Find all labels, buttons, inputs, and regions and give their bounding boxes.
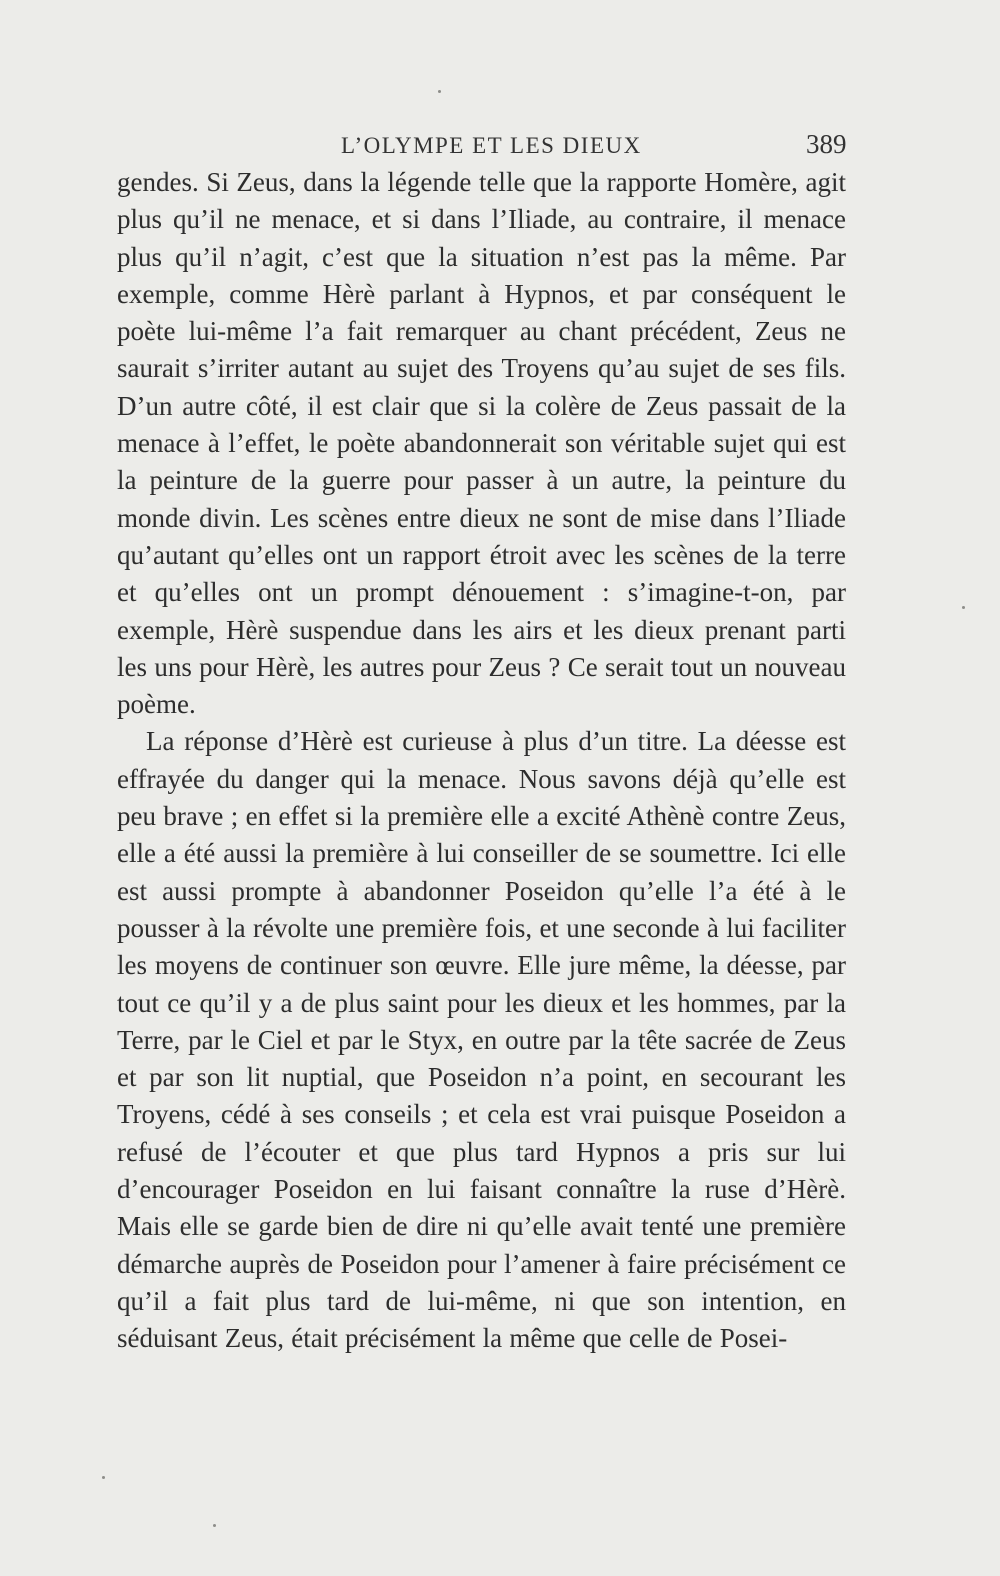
body-text bbox=[117, 164, 846, 1358]
paper-speck bbox=[102, 1476, 105, 1479]
paragraph-2: La réponse d’Hèrè est curieuse à plus d’un titre. La déesse est effrayée du danger qui la menace. Nous savons déjà qu’elle est peu brave ; en effet si la première elle a excité Athènè contre Zeus, elle a été aussi la première à lui conseiller de se soumettre. Ici elle est aussi prompte à abandonner Poseidon qu’elle l’a été à le pousser à la révolte une première fois, et une seconde à lui faciliter les moyens de continuer son œuvre. Elle jure même, la déesse, par tout ce qu’il y a de plus saint pour les dieux et les hommes, par la Terre, par le Ciel et par le Styx, en outre par la tête sacrée de Zeus et par son lit nuptial, que Poseidon n’a point, en secourant les Troyens, cédé à ses conseils ; et cela est vrai puisque Poseidon a refusé de l’écouter et que plus tard Hypnos a pris sur lui d’encourager Poseidon en lui faisant connaître la ruse d’Hèrè. Mais elle se garde bien de dire ni qu’elle avait tenté une première démarche auprès de Poseidon pour l’amener à faire précisément ce qu’il a fait plus tard de lui-même, ni que son intention, en séduisant Zeus, était précisément la même que celle de Posei- bbox=[117, 726, 846, 1354]
page-number: 389 bbox=[806, 129, 847, 159]
paper-speck bbox=[438, 90, 441, 93]
paragraph-1: gendes. Si Zeus, dans la légende telle que la rapporte Homère, agit plus qu’il ne menace, et si dans l’Iliade, au contraire, il menace plus qu’il n’agit, c’est que la situation n’est pas la même. Par exemple, comme Hèrè parlant à Hypnos, et par conséquent le poète lui-même l’a fait remarquer au chant précédent, Zeus ne saurait s’irriter autant au sujet des Troyens qu’au sujet de ses fils. D’un autre côté, il est clair que si la colère de Zeus passait de la menace à l’effet, le poète abandonnerait son véritable sujet qui est la peinture de la guerre pour passer à un autre, la peinture du monde divin. Les scènes entre dieux ne sont de mise dans l’Iliade qu’autant qu’elles ont un rapport étroit avec les scènes de la terre et qu’elles ont un prompt dénouement : s’imagine-t-on, par exemple, Hèrè suspendue dans les airs et les dieux prenant parti les uns pour Hèrè, les autres pour Zeus ? Ce serait tout un nouveau poème. bbox=[117, 167, 846, 720]
paper-speck bbox=[962, 606, 965, 609]
running-title: L’OLYMPE ET LES DIEUX bbox=[341, 133, 642, 158]
paper-speck bbox=[213, 1524, 216, 1527]
